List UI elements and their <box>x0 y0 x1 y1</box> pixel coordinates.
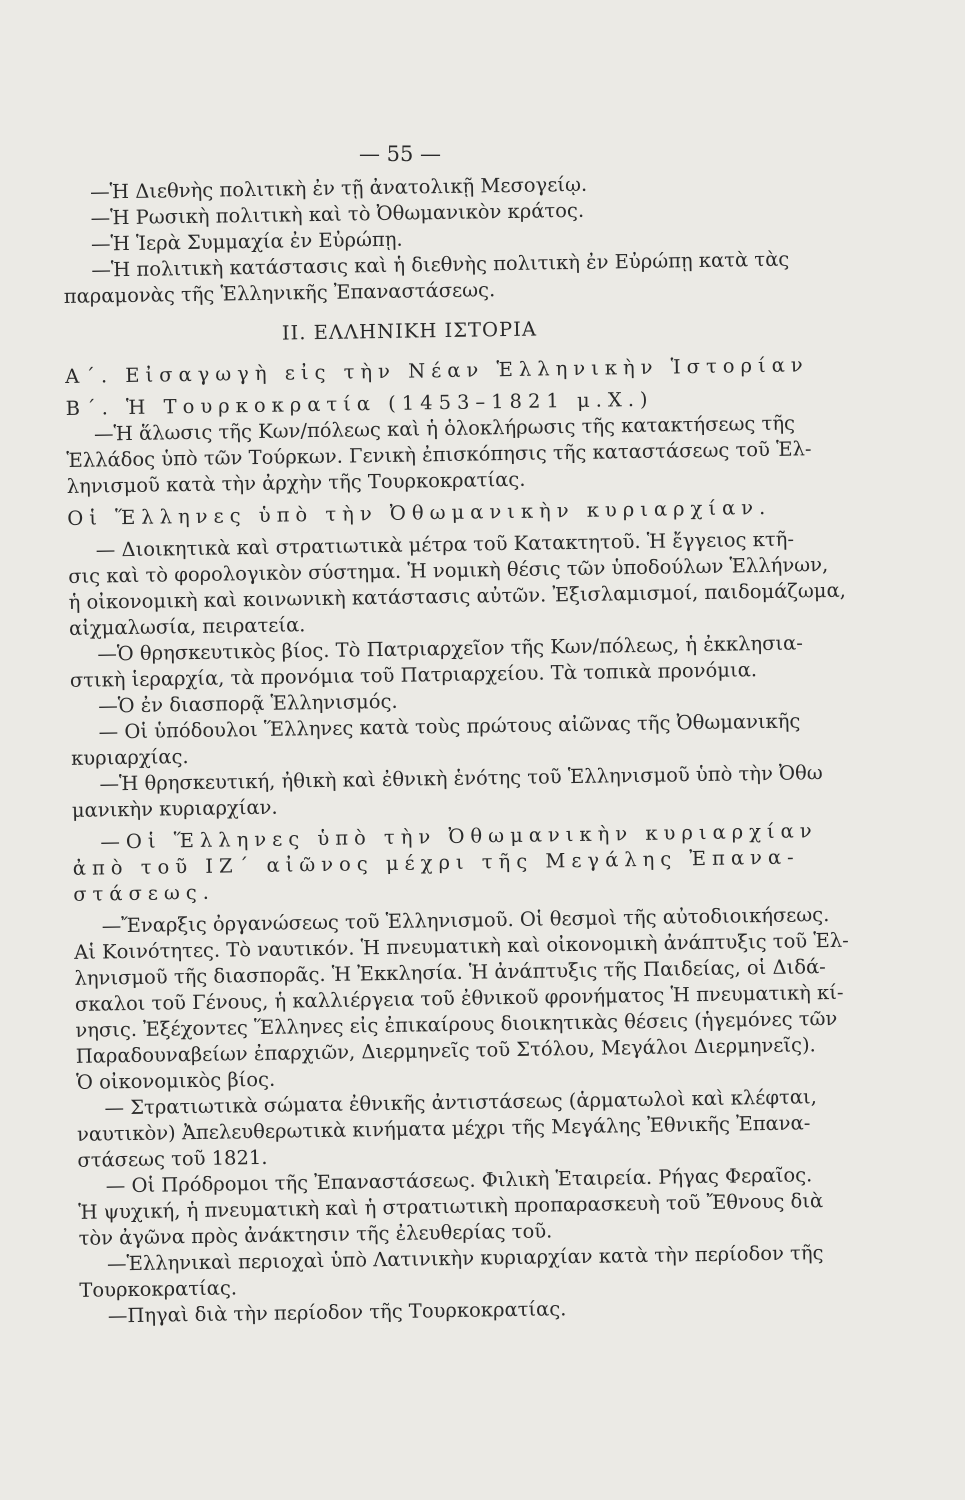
text-line: σκαλοι τοῦ Γένους, ἡ καλλιέργεια τοῦ ἐθνικοῦ φρονήματος Ἡ πνευματικὴ κί- <box>74 980 844 1016</box>
subsection-heading: —Οἱ Ἕλληνες ὑπὸ τὴν Ὀθωμανικὴν κυριαρχίαν <box>100 819 818 854</box>
text-line: παραμονὰς τῆς Ἑλληνικῆς Ἐπαναστάσεως. <box>63 278 496 308</box>
text-line: τὸν ἀγῶνα πρὸς ἀνάκτησιν τῆς ἐλευθερίας τοῦ. <box>78 1219 553 1250</box>
text-line: —Ἡ πολιτικὴ κατάστασις καὶ ἡ διεθνὴς πολιτικὴ ἐν Εὐρώπῃ κατὰ τὰς <box>91 247 790 282</box>
text-line: —Ἡ θρησκευτική, ἠθικὴ καὶ ἐθνικὴ ἑνότης τοῦ Ἑλληνισμοῦ ὑπὸ τὴν Ὀθω <box>99 761 823 796</box>
text-line: κυριαρχίας. <box>70 745 189 770</box>
text-line: Ἑλλάδος ὑπὸ τῶν Τούρκων. Γενικὴ ἐπισκόπησις τῆς καταστάσεως τοῦ Ἑλ- <box>66 437 812 472</box>
text-line: στικὴ ἱεραρχία, τὰ προνόμια τοῦ Πατριαρχείου. Τὰ τοπικὰ προνόμια. <box>69 658 758 692</box>
text-line: — Οἱ ὑπόδουλοι Ἕλληνες κατὰ τοὺς πρώτους αἰῶνας τῆς Ὀθωμανικῆς <box>98 709 801 744</box>
text-line: —Πηγαὶ διὰ τὴν περίοδον τῆς Τουρκοκρατίας. <box>107 1297 567 1328</box>
text-line: Αἱ Κοινότητες. Τὸ ναυτικόν. Ἡ πνευματικὴ καὶ οἰκονομικὴ ἀνάπτυξις τοῦ Ἑλ- <box>73 928 849 964</box>
text-line: Ὁ οἰκονομικὸς βίος. <box>75 1067 276 1094</box>
text-line: —Ἡ Ἱερὰ Συμμαχία ἐν Εὐρώπῃ. <box>90 227 403 256</box>
text-line: — Στρατιωτικὰ σώματα ἐθνικῆς ἀντιστάσεως (ἁρματωλοὶ καὶ κλέφται, <box>104 1085 817 1120</box>
text-line: αἰχμαλωσία, πειρατεία. <box>68 613 306 640</box>
text-line: —Ὁ ἐν διασπορᾷ Ἑλληνισμός. <box>98 689 398 718</box>
subsection-heading: Οἱ Ἕλληνες ὑπὸ τὴν Ὀθωμανικὴν κυριαρχίαν. <box>67 495 772 530</box>
subsection-heading: στάσεως. <box>73 880 216 906</box>
text-line: Παραδουναβείων ἐπαρχιῶν, Διερμηνεῖς τοῦ Στόλου, Μεγάλοι Διερμηνεῖς). <box>75 1033 816 1068</box>
text-line: — Οἱ Πρόδρομοι τῆς Ἐπαναστάσεως. Φιλικὴ Ἑταιρεία. Ρήγας Φεραῖος. <box>105 1163 813 1198</box>
section-heading: ΙΙ. ΕΛΛΗΝΙΚΗ ΙΣΤΟΡΙΑ <box>281 317 538 345</box>
text-line: μανικὴν κυριαρχίαν. <box>71 795 278 822</box>
text-line: —Ἡ Ρωσικὴ πολιτικὴ καὶ τὸ Ὀθωμανικὸν κράτος. <box>90 198 585 230</box>
text-line: —Ἔναρξις ὀργανώσεως τοῦ Ἑλληνισμοῦ. Οἱ θεσμοὶ τῆς αὐτοδιοικήσεως. <box>101 903 830 938</box>
text-line: Τουρκοκρατίας. <box>79 1276 238 1302</box>
text-line: νησις. Ἐξέχοντες Ἕλληνες εἰς ἐπικαίρους διοικητικὰς θέσεις (ἡγεμόνες τῶν <box>75 1006 838 1042</box>
page-number: — 55 — <box>358 142 442 166</box>
text-line: —Ὁ θρησκευτικὸς βίος. Τὸ Πατριαρχεῖον τῆς Κων/πόλεως, ἡ ἐκκλησια- <box>97 631 804 666</box>
text-line: — Διοικητικὰ καὶ στρατιωτικὰ μέτρα τοῦ Κατακτητοῦ. Ἡ ἔγγειος κτῆ- <box>95 527 795 562</box>
text-line: σις καὶ τὸ φορολογικὸν σύστημα. Ἡ νομικὴ θέσις τῶν ὑποδούλων Ἑλλήνων, <box>68 553 829 588</box>
text-line: ληνισμοῦ κατὰ τὴν ἀρχὴν τῆς Τουρκοκρατίας. <box>66 467 526 498</box>
text-line: ἡ οἰκονομικὴ καὶ κοινωνικὴ κατάστασις αὐτῶν. Ἐξισλαμισμοί, παιδομάζωμα, <box>68 578 847 614</box>
document-body <box>62 168 849 1330</box>
text-line: —Ἑλληνικαὶ περιοχαὶ ὑπὸ Λατινικὴν κυριαρχίαν κατὰ τὴν περίοδον τῆς <box>106 1241 824 1276</box>
text-line: —Ἡ ἅλωσις τῆς Κων/πόλεως καὶ ἡ ὁλοκλήρωσις τῆς κατακτήσεως τῆς <box>93 411 796 446</box>
text-line: —Ἡ Διεθνὴς πολιτικὴ ἐν τῇ ἀνατολικῇ Μεσογείῳ. <box>90 172 588 204</box>
text-line: ληνισμοῦ τῆς διασπορᾶς. Ἡ Ἐκκλησία. Ἡ ἀνάπτυξις τῆς Παιδείας, οἱ Διδά- <box>74 955 826 990</box>
text-line: ναυτικὸν) Ἀπελευθερωτικὰ κινήματα μέχρι τῆς Μεγάλης Ἐθνικῆς Ἐπανα- <box>76 1111 811 1146</box>
subsection-heading: Β΄. Ἡ Τουρκοκρατία (1453–1821 μ.Χ.) <box>65 387 654 420</box>
subsection-heading: Α΄. Εἰσαγωγὴ εἰς τὴν Νέαν Ἑλληνικὴν Ἱστορίαν <box>64 353 809 388</box>
text-line: Ἡ ψυχική, ἡ πνευματικὴ καὶ ἡ στρατιωτικὴ προπαρασκευὴ τοῦ Ἔθνους διὰ <box>78 1189 824 1224</box>
text-line: στάσεως τοῦ 1821. <box>77 1145 268 1172</box>
subsection-heading: ἀπὸ τοῦ ΙΖ΄ αἰῶνος μέχρι τῆς Μεγάλης Ἐπανα- <box>72 845 800 880</box>
